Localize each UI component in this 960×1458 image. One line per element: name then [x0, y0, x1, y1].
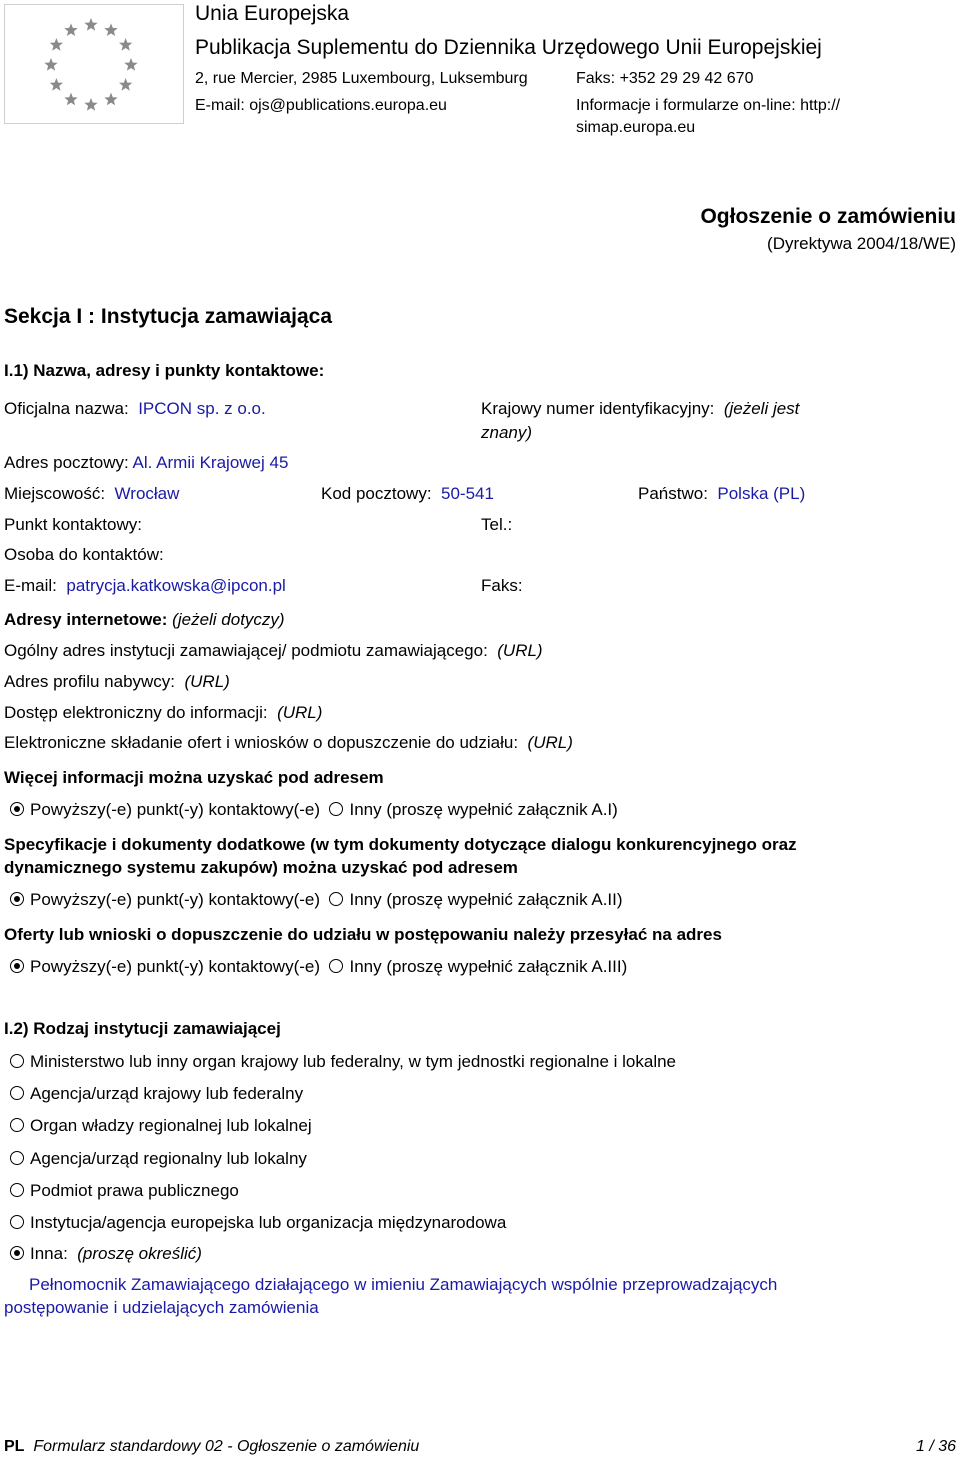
national-id-label: Krajowy numer identyfikacyjny: [481, 399, 715, 418]
authority-type-label: Podmiot prawa publicznego [30, 1181, 239, 1200]
footer-left [4, 1438, 419, 1456]
national-id-note-2: znany) [481, 423, 533, 442]
national-id-note: (jeżeli jest [723, 399, 800, 418]
url-note: (URL) [497, 641, 543, 660]
authority-type-other [10, 1244, 202, 1264]
star-icon [119, 78, 132, 91]
option-other-label: Inny (proszę wypełnić załącznik A.I) [349, 800, 618, 819]
star-icon [84, 98, 97, 111]
electronic-submission-label: Elektroniczne składanie ofert i wniosków o dopuszczenie do udziału: [4, 733, 519, 752]
authority-type-radio[interactable] [10, 1151, 24, 1165]
specs-title-1: Specyfikacje i dokumenty dodatkowe (w tym dokumenty dotyczące dialogu konkurencyjnego oraz [4, 835, 797, 854]
star-icon [44, 58, 57, 71]
postal-label: Adres pocztowy: [4, 453, 129, 472]
notice-title: Ogłoszenie o zamówieniu [700, 205, 956, 228]
national-id-label-row [481, 399, 799, 419]
url-note: (URL) [277, 703, 323, 722]
authority-type-label: Ministerstwo lub inny organ krajowy lub federalny, w tym jednostki regionalne i lokalne [30, 1052, 676, 1071]
authority-type-label: Agencja/urząd krajowy lub federalny [30, 1084, 304, 1103]
authority-type-radio[interactable] [10, 1054, 24, 1068]
email-label: E-mail: [4, 576, 57, 595]
notice-directive: (Dyrektywa 2004/18/WE) [767, 234, 956, 253]
footer-lang: PL [4, 1438, 25, 1455]
postcode: 50-541 [441, 484, 494, 503]
official-name: IPCON sp. z o.o. [138, 399, 266, 418]
url-note: (URL) [527, 733, 573, 752]
publication-title: Publikacja Suplementu do Dziennika Urzędowego Unii Europejskiej [195, 36, 822, 59]
electronic-access-label: Dostęp elektroniczny do informacji: [4, 703, 268, 722]
star-icon [124, 58, 137, 71]
internet-note: (jeżeli dotyczy) [172, 610, 285, 629]
authority-type-radio[interactable] [10, 1215, 24, 1229]
specs-title-2: dynamicznego systemu zakupów) można uzyskać pod adresem [4, 858, 518, 877]
tenders-title: Oferty lub wnioski o dopuszczenie do udziału w postępowaniu należy przesyłać na adres [4, 925, 722, 944]
contact-person-label: Osoba do kontaktów: [4, 545, 164, 564]
more-info-options [10, 800, 618, 820]
general-address-label: Ogólny adres instytucji zamawiającej/ podmiotu zamawiającego: [4, 641, 488, 660]
internet-row [4, 610, 285, 630]
buyer-profile-label: Adres profilu nabywcy: [4, 672, 176, 691]
authority-type-option [10, 1181, 239, 1201]
country-label: Państwo: [638, 484, 708, 503]
option-above-label: Powyższy(-e) punkt(-y) kontaktowy(-e) [30, 957, 321, 976]
authority-type-option [10, 1149, 307, 1169]
fax-label: Faks: [481, 576, 523, 595]
publisher-address: 2, rue Mercier, 2985 Luxembourg, Luksemburg [195, 70, 528, 87]
country-row [638, 484, 805, 504]
subsection-1-title: I.1) Nazwa, adresy i punkty kontaktowe: [4, 361, 325, 380]
city-label: Miejscowość: [4, 484, 106, 503]
authority-type-label: Agencja/urząd regionalny lub lokalny [30, 1149, 307, 1168]
tenders-options [10, 957, 627, 977]
authority-type-label: Organ władzy regionalnej lub lokalnej [30, 1116, 312, 1135]
star-icon [104, 23, 117, 36]
radio-other[interactable] [329, 892, 343, 906]
radio-above-contact[interactable] [10, 892, 24, 906]
contact-email[interactable]: patrycja.katkowska@ipcon.pl [66, 576, 286, 595]
eu-logo [4, 4, 184, 124]
authority-type-option [10, 1084, 303, 1104]
more-info-title: Więcej informacji można uzyskać pod adresem [4, 768, 384, 787]
postcode-label: Kod pocztowy: [321, 484, 432, 503]
tel-label: Tel.: [481, 515, 513, 534]
option-other-label: Inny (proszę wypełnić załącznik A.III) [349, 957, 628, 976]
publisher-email: E-mail: ojs@publications.europa.eu [195, 97, 447, 114]
email-row [4, 576, 286, 596]
authority-type-radio[interactable] [10, 1118, 24, 1132]
other-type-value-1: Pełnomocnik Zamawiającego działającego w imieniu Zamawiających wspólnie przeprowadzających [29, 1275, 778, 1294]
contact-point-label: Punkt kontaktowy: [4, 515, 142, 534]
buyer-profile-row [4, 672, 230, 692]
authority-type-radio[interactable] [10, 1086, 24, 1100]
subsection-2-title: I.2) Rodzaj instytucji zamawiającej [4, 1019, 281, 1038]
option-other-label: Inny (proszę wypełnić załącznik A.II) [349, 890, 623, 909]
radio-above-contact[interactable] [10, 959, 24, 973]
country: Polska (PL) [717, 484, 806, 503]
internet-label: Adresy internetowe: [4, 610, 168, 629]
section-title: Sekcja I : Instytucja zamawiająca [4, 305, 333, 328]
authority-type-option [10, 1116, 312, 1136]
star-icon [50, 38, 63, 51]
general-address-row [4, 641, 543, 661]
option-above-label: Powyższy(-e) punkt(-y) kontaktowy(-e) [30, 890, 321, 909]
radio-above-contact[interactable] [10, 802, 24, 816]
city-row [4, 484, 179, 504]
authority-type-label: Instytucja/agencja europejska lub organizacja międzynarodowa [30, 1213, 507, 1232]
org-name: Unia Europejska [195, 2, 350, 25]
option-above-label: Powyższy(-e) punkt(-y) kontaktowy(-e) [30, 800, 321, 819]
electronic-access-row [4, 703, 322, 723]
authority-type-option [10, 1052, 676, 1072]
other-type-note: (proszę określić) [77, 1244, 202, 1263]
star-icon [104, 93, 117, 106]
radio-other[interactable] [329, 959, 343, 973]
star-icon [64, 23, 77, 36]
eu-stars-icon [5, 5, 183, 123]
footer-page: 1 / 36 [915, 1438, 956, 1455]
specs-options [10, 890, 623, 910]
star-icon [50, 78, 63, 91]
authority-type-option [10, 1213, 506, 1233]
radio-other[interactable] [329, 802, 343, 816]
info-line-2: simap.europa.eu [576, 119, 696, 136]
info-line-1: Informacje i formularze on-line: http:// [576, 97, 841, 114]
star-icon [64, 93, 77, 106]
official-name-row [4, 399, 266, 419]
postal-address: Al. Armii Krajowej 45 [132, 453, 289, 472]
footer-form: Formularz standardowy 02 - Ogłoszenie o zamówieniu [33, 1438, 420, 1455]
authority-type-radio[interactable] [10, 1183, 24, 1197]
publisher-fax: Faks: +352 29 29 42 670 [576, 70, 754, 87]
star-icon [119, 38, 132, 51]
postal-row [4, 453, 288, 473]
official-name-label: Oficjalna nazwa: [4, 399, 129, 418]
electronic-submission-row [4, 733, 573, 753]
postcode-row [321, 484, 494, 504]
city: Wrocław [114, 484, 180, 503]
other-type-value-2: postępowanie i udzielających zamówienia [4, 1298, 319, 1317]
url-note: (URL) [184, 672, 230, 691]
other-type-label: Inna: [30, 1244, 68, 1263]
star-icon [84, 18, 97, 31]
radio-other-type[interactable] [10, 1246, 24, 1260]
